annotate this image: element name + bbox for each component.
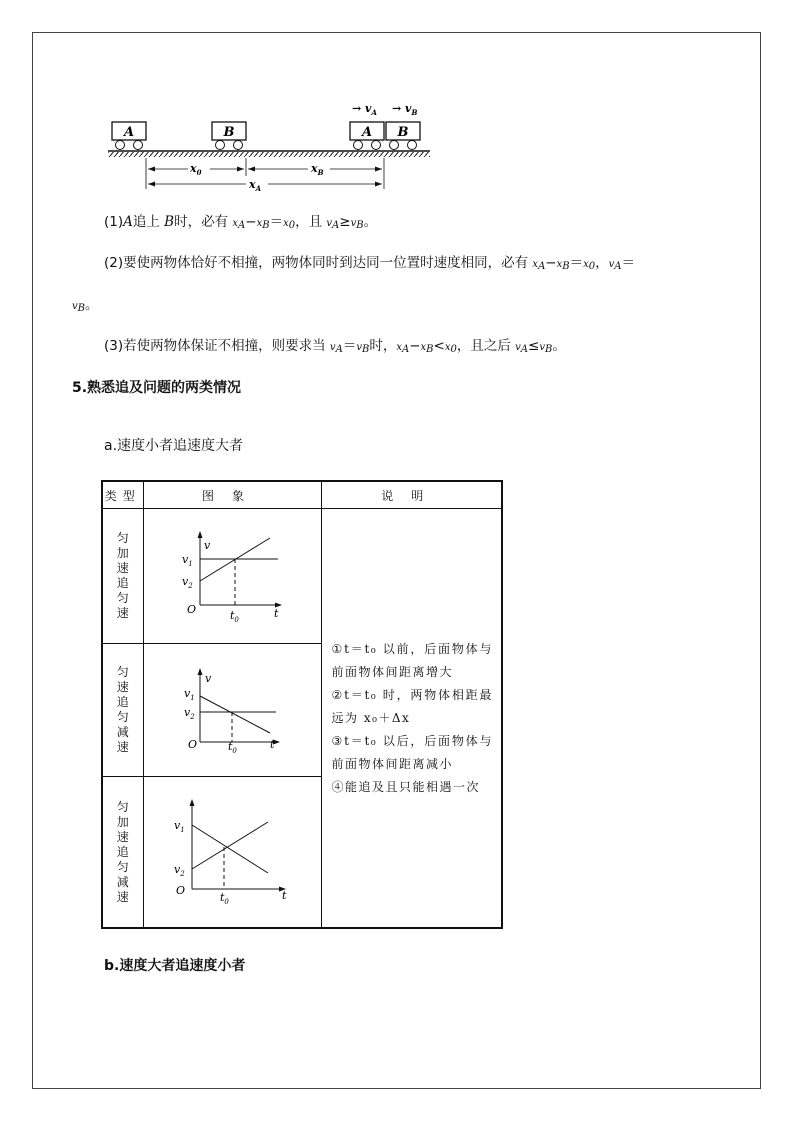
svg-text:v2: $v_2$ xyxy=(181,575,193,590)
chase-diagram xyxy=(100,96,440,196)
svg-text:v2: $v_2$ xyxy=(173,863,185,878)
header-graph: 图象 xyxy=(143,481,321,509)
svg-text:t0: $t_0$ xyxy=(227,740,237,755)
svg-text:xB: $x_B$ xyxy=(311,162,324,177)
cart-b-start xyxy=(212,122,246,150)
svg-text:v: v xyxy=(204,672,211,685)
x0-dimension xyxy=(148,162,244,177)
table-row xyxy=(102,509,502,644)
note-2: ②t＝t₀ 时，两物体相距最远为 x₀＋Δx xyxy=(331,687,493,725)
svg-text:A: A xyxy=(123,125,135,140)
cart-b-end xyxy=(386,122,420,150)
row-type-label: 匀加速追匀速 xyxy=(116,531,129,620)
svg-text:x0: $x_0$ xyxy=(190,162,202,177)
svg-text:O: O xyxy=(186,603,196,616)
paragraph-2: (2)要使两物体恰好不相撞，两物体同时到达同一位置时速度相同，必有 $x_A-x_B=x_0$，$v_A=$ xyxy=(104,255,636,272)
svg-text:t: t xyxy=(281,889,286,902)
svg-text:A: A xyxy=(361,125,373,140)
xb-dimension xyxy=(248,162,382,177)
svg-text:O: O xyxy=(175,884,185,897)
graph-accel-vs-decel xyxy=(144,777,320,923)
svg-text:B: B xyxy=(397,125,409,140)
graph-uniform-vs-decel xyxy=(144,644,320,772)
table-header-row xyxy=(102,481,502,509)
cart-a-start xyxy=(112,122,146,150)
svg-text:v1: $v_1$ xyxy=(183,687,195,702)
svg-text:v1: $v_1$ xyxy=(181,553,193,568)
note-3: ③t＝t₀ 以后，后面物体与前面物体间距离减小 xyxy=(331,733,493,771)
note-1: ①t＝t₀ 以前，后面物体与前面物体间距离增大 xyxy=(331,641,493,679)
section-heading-5: 5.熟悉追及问题的两类情况 xyxy=(72,380,242,396)
graph-accel-vs-uniform xyxy=(144,509,320,639)
row-type-label: 匀加速追匀减速 xyxy=(116,799,129,904)
paragraph-2-cont: $v_B$。 xyxy=(72,297,99,314)
svg-text:v2: $v_2$ xyxy=(183,706,195,721)
subheading-b: b.速度大者追速度小者 xyxy=(104,958,246,974)
ground-hatch xyxy=(108,152,430,157)
row-type-label: 匀速追匀减速 xyxy=(116,665,129,754)
svg-text:O: O xyxy=(187,738,197,751)
svg-text:t0: $t_0$ xyxy=(229,609,239,624)
svg-text:t: t xyxy=(269,738,274,751)
svg-text:v1: $v_1$ xyxy=(173,819,185,834)
svg-text:B: B xyxy=(223,125,235,140)
svg-text:v: v xyxy=(203,539,210,552)
cart-a-end xyxy=(350,122,384,150)
subheading-a: a.速度小者追速度大者 xyxy=(104,438,244,454)
xa-dimension xyxy=(148,177,382,193)
chase-cases-table xyxy=(101,480,503,929)
paragraph-1: (1)A追上 B时，必有 $x_A-x_B=x_0$，且 $v_A\ge v_B$。 xyxy=(104,214,378,231)
note-text xyxy=(322,638,502,799)
svg-text:t: t xyxy=(273,607,278,620)
note-4: ④能追及且只能相遇一次 xyxy=(331,779,481,794)
velocity-a-label: → $v_A$ xyxy=(352,102,377,117)
svg-text:xA: $x_A$ xyxy=(249,178,261,193)
header-note: 说明 xyxy=(321,481,502,509)
velocity-b-label: → $v_B$ xyxy=(392,102,418,117)
svg-text:t0: $t_0$ xyxy=(219,891,229,906)
paragraph-3: (3)若使两物体保证不相撞，则要求当 $v_A=v_B$时，$x_A-x_B<x_0$，且之后 $v_A\le v_B$。 xyxy=(104,338,566,355)
header-type: 类型 xyxy=(102,481,143,509)
